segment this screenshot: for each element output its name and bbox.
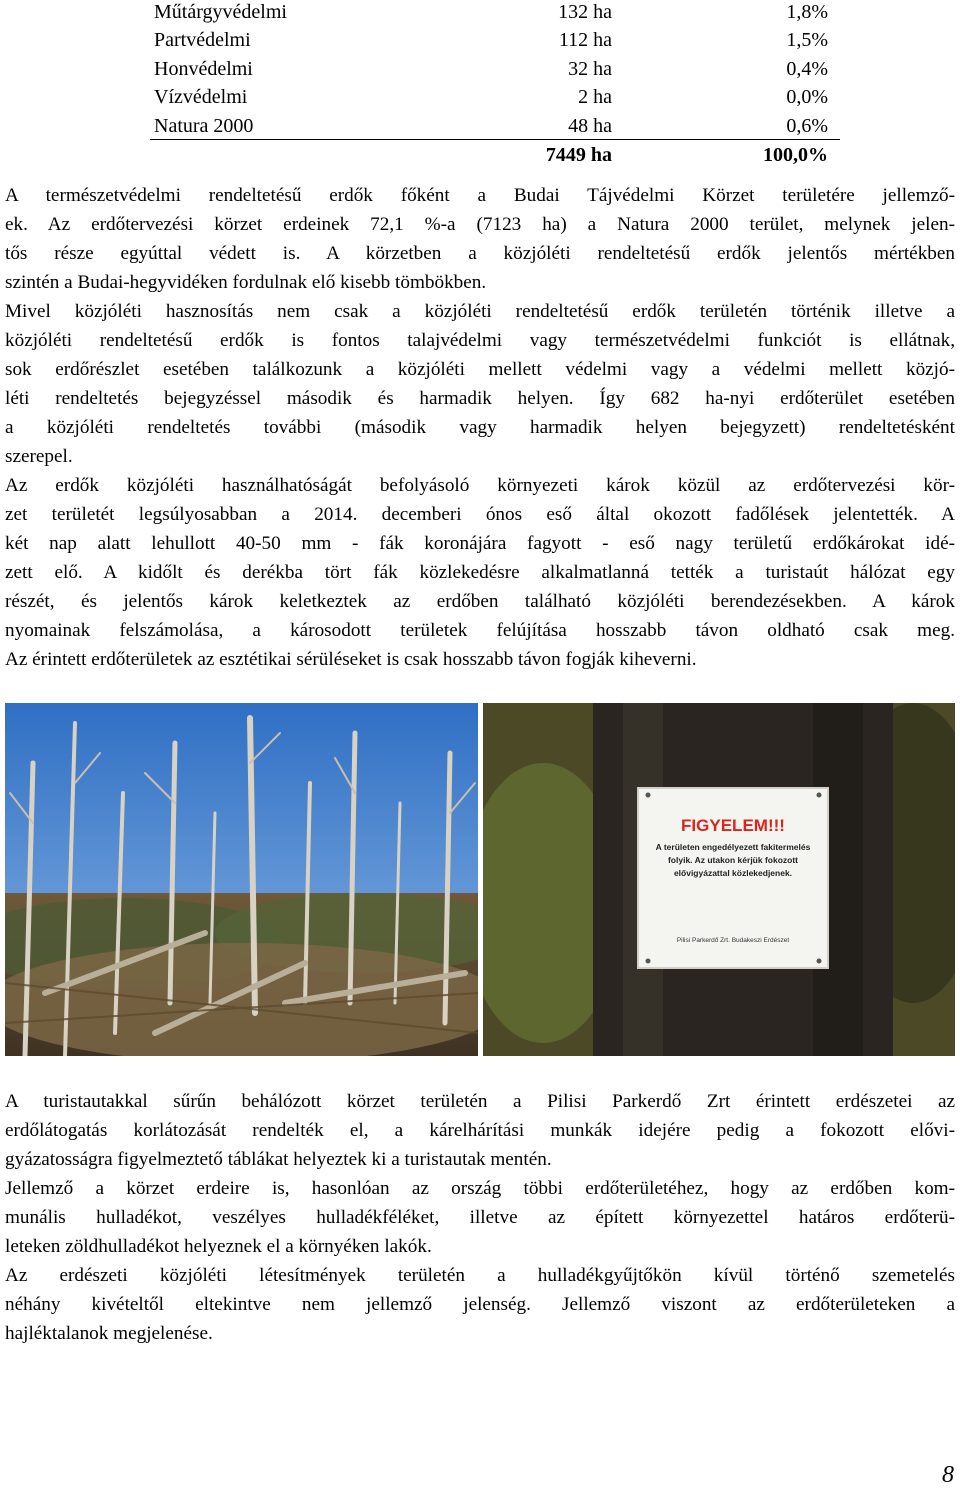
- photo-damaged-forest: [5, 703, 478, 1056]
- text-line: Az erdők közjóléti használhatóságát befolyásoló környezeti károk közül az erdőtervezési kör-: [5, 475, 955, 496]
- row-percent: 1,5%: [786, 29, 828, 51]
- paragraph-littering: [5, 1261, 955, 1348]
- text-line: Mivel közjóléti hasznosítás nem csak a közjóléti rendeltetésű erdők területén történik illetve a: [5, 301, 955, 322]
- text-line: ek. Az erdőtervezési körzet erdeinek 72,1 %-a (7123 ha) a Natura 2000 terület, melynek jelen-: [5, 214, 955, 235]
- text-line: szintén a Budai-hegyvidéken fordulnak elő kisebb tömbökben.: [5, 272, 487, 293]
- text-line: szerepel.: [5, 446, 73, 467]
- row-name: Vízvédelmi: [154, 86, 248, 108]
- row-name: Műtárgyvédelmi: [154, 1, 287, 23]
- row-area: 32 ha: [568, 58, 612, 80]
- table-row: [150, 112, 840, 140]
- table-row: [150, 83, 840, 111]
- photo-warning-sign: [483, 703, 955, 1056]
- paragraph-recreational: [5, 297, 955, 471]
- text-line: néhány kivételtől eltekintve nem jellemző jelenség. Jellemző viszont az erdőterületeken a: [5, 1294, 955, 1315]
- page-number: 8: [942, 1462, 954, 1488]
- text-line: Az érintett erdőterületek az esztétikai sérüléseket is csak hosszabb távon fogják kiheverni.: [5, 649, 697, 670]
- table-row: [150, 55, 840, 83]
- row-percent: 0,6%: [786, 115, 828, 137]
- tree-sign-illustration: [483, 703, 955, 1056]
- row-percent: 0,4%: [786, 58, 828, 80]
- table-total-row: [150, 141, 840, 169]
- sign-body: A területen engedélyezett fakitermelés folyik. Az utakon kérjük fokozott elővigyázattal közlekedjenek.: [655, 842, 811, 878]
- paragraph-waste: [5, 1174, 955, 1261]
- row-area: 48 ha: [568, 115, 612, 137]
- text-line: tős része egyúttal védett is. A körzetben a közjóléti rendeltetésű erdők jelentős mértékben: [5, 243, 955, 264]
- text-line: nyomainak felszámolása, a károsodott területek felújítása hosszabb távon oldható csak meg.: [5, 620, 955, 641]
- row-area: 2 ha: [578, 86, 612, 108]
- row-area: 112 ha: [558, 29, 612, 51]
- row-name: Partvédelmi: [154, 29, 251, 51]
- text-line: A természetvédelmi rendeltetésű erdők főként a Budai Tájvédelmi Körzet területére jellemző-: [5, 185, 955, 206]
- text-line: gyázatosságra figyelmeztető táblákat helyeztek ki a turistautak mentén.: [5, 1149, 552, 1170]
- text-line: Jellemző a körzet erdeire is, hasonlóan az ország többi erdőterületéhez, hogy az erdőben kom-: [5, 1178, 955, 1199]
- sign-footer: Pilisi Parkerdő Zrt. Budakeszi Erdészet: [676, 937, 790, 944]
- text-line: sok erdőrészlet esetében találkozunk a közjóléti mellett védelmi vagy a védelmi mellett közjó-: [5, 359, 955, 380]
- text-line: munális hulladékot, veszélyes hulladékféléket, illetve az épített környezettel határos erdőterü-: [5, 1207, 955, 1228]
- row-percent: 1,8%: [786, 1, 828, 23]
- paragraph-restrictions: [5, 1087, 955, 1174]
- row-area: 132 ha: [558, 1, 612, 23]
- paragraph-damage: [5, 471, 955, 674]
- text-line: közjóléti rendeltetésű erdők is fontos talajvédelmi vagy természetvédelmi funkciót is ellátnak,: [5, 330, 955, 351]
- text-line: a közjóléti rendeltetés további (második vagy harmadik helyen bejegyzett) rendeltetésként: [5, 417, 955, 438]
- total-percent: 100,0%: [763, 144, 828, 166]
- text-line: A turistautakkal sűrűn behálózott körzet területén a Pilisi Parkerdő Zrt érintett erdészetei az: [5, 1091, 955, 1112]
- text-line: leteken zöldhulladékot helyeznek el a környéken lakók.: [5, 1236, 432, 1257]
- text-line: zett elő. A kidőlt és derékba tört fák közlekedésre alkalmatlanná tették a turistaút hálózat egy: [5, 562, 955, 583]
- text-line: Az erdészeti közjóléti létesítmények területén a hulladékgyűjtőkön kívül történő szemetelés: [5, 1265, 955, 1286]
- text-line: erdőlátogatás korlátozását rendelték el, a kárelhárítási munkák idejére pedig a fokozott elővi-: [5, 1120, 955, 1141]
- row-percent: 0,0%: [786, 86, 828, 108]
- paragraph-natura: [5, 181, 955, 297]
- forest-damage-illustration: [5, 703, 478, 1056]
- text-line: két nap alatt lehullott 40-50 mm - fák koronájára fagyott - eső nagy területű erdőkárokat idé-: [5, 533, 955, 554]
- total-area: 7449 ha: [545, 144, 612, 166]
- text-line: részét, és jelentős károk keletkeztek az erdőben található közjóléti berendezésekben. A károk: [5, 591, 955, 612]
- row-name: Natura 2000: [154, 115, 254, 137]
- sign-title: FIGYELEM!!!: [681, 816, 785, 835]
- text-line: hajléktalanok megjelenése.: [5, 1323, 213, 1344]
- text-line: léti rendeltetés bejegyzéssel második és harmadik helyen. Így 682 ha-nyi erdőterület esetében: [5, 388, 955, 409]
- table-row: [150, 26, 840, 54]
- text-line: zet területét legsúlyosabban a 2014. decemberi ónos eső által okozott fadőlések jelentették. A: [5, 504, 955, 525]
- table-row: [150, 0, 840, 26]
- row-name: Honvédelmi: [154, 58, 253, 80]
